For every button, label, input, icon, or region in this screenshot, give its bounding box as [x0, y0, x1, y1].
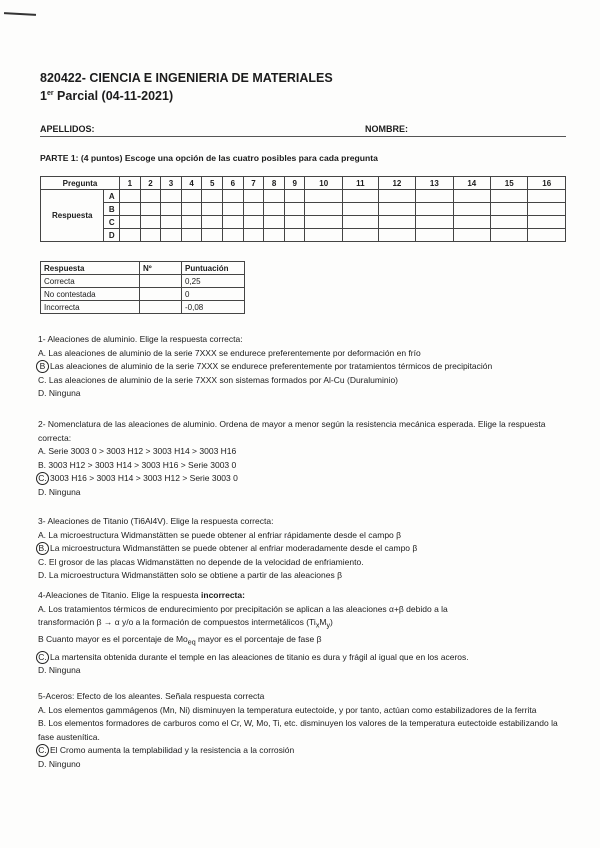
option-d: D. Ninguna — [38, 486, 81, 497]
scoring-row — [41, 288, 245, 301]
answer-cell[interactable] — [528, 229, 566, 242]
answer-cell[interactable] — [243, 203, 264, 216]
answer-cell[interactable] — [491, 216, 528, 229]
answer-cell[interactable] — [453, 203, 490, 216]
answer-cell[interactable] — [140, 203, 161, 216]
question-number-cell: 10 — [305, 177, 342, 190]
answer-cell[interactable] — [202, 216, 223, 229]
answer-grid-row-a — [41, 190, 566, 203]
answer-cell[interactable] — [305, 203, 342, 216]
option-a-continued: transformación β → α y/o a la formación de compuestos intermetálicos $(Ti_xM_y)$ — [38, 617, 333, 630]
scoring-respuesta: Incorrecta — [41, 301, 140, 314]
option-d: D. Ninguna — [38, 388, 81, 399]
option-b: B. Los elementos formadores de carburos como el Cr, W, Mo, Ti, etc. disminuyen los valores de la temperatura eutectoide estabilizando la fase austenítica. — [38, 718, 558, 742]
answer-cell[interactable] — [491, 203, 528, 216]
option-b: B. 3003 H12 > 3003 H14 > 3003 H16 > Serie 3003 0 — [38, 459, 237, 470]
question-number-cell: 4 — [181, 177, 202, 190]
answer-cell[interactable] — [378, 203, 415, 216]
option-b-selected: B. La microestructura Widmanstätten se puede obtener al enfriar moderadamente desde el campo β — [38, 542, 568, 556]
option-c-selected: C. La martensita obtenida durante el temple en las aleaciones de titanio es dura y frágil al igual que en los aceros. — [38, 651, 568, 665]
answer-cell[interactable] — [305, 216, 342, 229]
answer-cell[interactable] — [140, 229, 161, 242]
scoring-points: 0,25 — [182, 275, 245, 288]
option-a: A. Serie 3003 0 > 3003 H12 > 3003 H14 > 3003 H16 — [38, 446, 237, 457]
answer-cell[interactable] — [378, 216, 415, 229]
answer-cell[interactable] — [416, 203, 453, 216]
option-d: D. Ninguna — [38, 665, 81, 676]
question-number-cell: 15 — [491, 177, 528, 190]
question-number-cell: 14 — [453, 177, 490, 190]
option-c-selected: C. 3003 H16 > 3003 H14 > 3003 H12 > Serie 3003 0 — [38, 472, 568, 486]
answer-cell[interactable] — [528, 190, 566, 203]
option-c-selected: C. El Cromo aumenta la templabilidad y la resistencia a la corrosión — [38, 744, 568, 758]
option-d: D. Ninguno — [38, 758, 81, 769]
scoring-points: -0,08 — [182, 301, 245, 314]
answer-cell[interactable] — [223, 229, 244, 242]
answer-cell[interactable] — [378, 229, 415, 242]
answer-grid-header-row — [41, 177, 566, 190]
answer-cell[interactable] — [202, 229, 223, 242]
answer-cell[interactable] — [161, 229, 182, 242]
answer-cell[interactable] — [223, 203, 244, 216]
scoring-header-puntuacion: Puntuación — [182, 262, 245, 275]
apellidos-label: APELLIDOS: — [40, 124, 95, 134]
answer-cell[interactable] — [120, 203, 141, 216]
question-number-cell: 6 — [223, 177, 244, 190]
answer-cell[interactable] — [416, 190, 453, 203]
scoring-table — [40, 261, 245, 314]
question-number-cell: 7 — [243, 177, 264, 190]
question-number-cell: 8 — [264, 177, 285, 190]
exam-title: 820422- CIENCIA E INGENIERIA DE MATERIALES — [40, 71, 333, 85]
option-label-b: B — [104, 203, 120, 216]
answer-cell[interactable] — [491, 229, 528, 242]
selected-answer-circle: C. — [36, 651, 49, 664]
answer-cell[interactable] — [528, 203, 566, 216]
answer-cell[interactable] — [264, 203, 285, 216]
selected-answer-circle: C. — [36, 472, 49, 485]
option-label-d: D — [104, 229, 120, 242]
answer-cell[interactable] — [140, 216, 161, 229]
answer-cell[interactable] — [264, 216, 285, 229]
answer-grid-row-c — [41, 216, 566, 229]
answer-cell[interactable] — [528, 216, 566, 229]
answer-cell[interactable] — [223, 190, 244, 203]
option-a: A. Las aleaciones de aluminio de la serie 7XXX se endurece preferentemente por deformación en frío — [38, 347, 421, 358]
option-c: C. Las aleaciones de aluminio de la serie 7XXX son sistemas formados por Al-Cu (Duraluminio) — [38, 374, 399, 385]
scoring-points: 0 — [182, 288, 245, 301]
selected-answer-circle: B — [36, 360, 49, 373]
answer-cell[interactable] — [378, 190, 415, 203]
answer-cell[interactable] — [453, 229, 490, 242]
question-stem: 5-Aceros: Efecto de los aleantes. Señala respuesta correcta — [38, 691, 265, 701]
answer-cell[interactable] — [120, 190, 141, 203]
selected-answer-circle: B. — [36, 542, 49, 555]
question-number-cell: 11 — [342, 177, 378, 190]
answer-cell[interactable] — [181, 190, 202, 203]
answer-cell[interactable] — [305, 190, 342, 203]
part1-heading: PARTE 1: (4 puntos) Escoge una opción de las cuatro posibles para cada pregunta — [40, 153, 378, 163]
scoring-header-n: Nº — [140, 262, 182, 275]
question-4 — [38, 589, 568, 678]
answer-cell[interactable] — [305, 229, 342, 242]
answer-cell[interactable] — [416, 229, 453, 242]
question-stem: 3- Aleaciones de Titanio (Ti6Al4V). Elige la respuesta correcta: — [38, 516, 274, 526]
question-number-cell: 9 — [284, 177, 305, 190]
option-a: A. La microestructura Widmanstätten se puede obtener al enfriar rápidamente desde el campo β — [38, 529, 402, 540]
question-number-cell: 13 — [416, 177, 453, 190]
scoring-row — [41, 301, 245, 314]
question-stem: 1- Aleaciones de aluminio. Elige la respuesta correcta: — [38, 334, 243, 344]
answer-cell[interactable] — [342, 216, 378, 229]
answer-cell[interactable] — [161, 216, 182, 229]
respuesta-label: Respuesta — [41, 190, 104, 242]
answer-cell[interactable] — [284, 203, 305, 216]
scoring-respuesta: No contestada — [41, 288, 140, 301]
selected-answer-circle: C. — [36, 744, 49, 757]
question-3 — [38, 515, 568, 583]
nombre-label: NOMBRE: — [365, 124, 408, 134]
answer-cell[interactable] — [202, 190, 223, 203]
answer-cell[interactable] — [202, 203, 223, 216]
answer-cell[interactable] — [120, 229, 141, 242]
answer-cell[interactable] — [284, 190, 305, 203]
option-a: A. Los tratamientos térmicos de endurecimiento por precipitación se aplican a las aleaciones α+β debido a la — [38, 603, 448, 614]
answer-grid-row-d — [41, 229, 566, 242]
answer-cell[interactable] — [264, 229, 285, 242]
scoring-row — [41, 275, 245, 288]
option-d: D. La microestructura Widmanstätten solo se obtiene a partir de las aleaciones β — [38, 570, 342, 581]
answer-cell[interactable] — [342, 229, 378, 242]
answer-cell[interactable] — [243, 229, 264, 242]
answer-cell[interactable] — [223, 216, 244, 229]
question-number-cell: 5 — [202, 177, 223, 190]
answer-cell[interactable] — [181, 229, 202, 242]
answer-cell[interactable] — [181, 216, 202, 229]
answer-cell[interactable] — [491, 190, 528, 203]
question-number-cell: 1 — [120, 177, 141, 190]
question-2 — [38, 418, 568, 500]
option-label-a: A — [104, 190, 120, 203]
answer-cell[interactable] — [243, 216, 264, 229]
answer-cell[interactable] — [264, 190, 285, 203]
answer-cell[interactable] — [342, 203, 378, 216]
answer-cell[interactable] — [243, 190, 264, 203]
scoring-header-respuesta: Respuesta — [41, 262, 140, 275]
option-label-c: C — [104, 216, 120, 229]
option-b: B Cuanto mayor es el porcentaje de $Mo_{eq}$ mayor es el porcentaje de fase β — [38, 634, 322, 648]
answer-cell[interactable] — [284, 229, 305, 242]
answer-grid — [40, 176, 566, 242]
answer-cell[interactable] — [120, 216, 141, 229]
option-b-selected: B Las aleaciones de aluminio de la serie 7XXX se endurece preferentemente por tratamientos térmicos de precipitación — [38, 360, 568, 374]
scoring-respuesta: Correcta — [41, 275, 140, 288]
question-number-cell: 16 — [528, 177, 566, 190]
option-c: C. El grosor de las placas Widmanstätten no depende de la velocidad de enfriamiento. — [38, 556, 364, 567]
answer-cell[interactable] — [453, 190, 490, 203]
question-number-cell: 2 — [140, 177, 161, 190]
answer-cell[interactable] — [181, 203, 202, 216]
pen-mark — [4, 12, 36, 16]
pregunta-label: Pregunta — [41, 177, 120, 190]
answer-cell[interactable] — [342, 190, 378, 203]
answer-cell[interactable] — [140, 190, 161, 203]
question-number-cell: 12 — [378, 177, 415, 190]
option-a: A. Los elementos gammágenos (Mn, Ni) disminuyen la temperatura eutectoide, y por tanto, actúan como estabilizadores de la ferrita — [38, 704, 537, 715]
scoring-count[interactable] — [140, 275, 182, 288]
answer-grid-row-b — [41, 203, 566, 216]
scoring-count[interactable] — [140, 288, 182, 301]
answer-cell[interactable] — [453, 216, 490, 229]
question-number-cell: 3 — [161, 177, 182, 190]
scoring-count[interactable] — [140, 301, 182, 314]
question-stem: 4-Aleaciones de Titanio. Elige la respuesta incorrecta: — [38, 590, 245, 600]
question-5 — [38, 690, 568, 772]
answer-cell[interactable] — [161, 190, 182, 203]
name-line — [40, 136, 566, 137]
answer-cell[interactable] — [161, 203, 182, 216]
question-1 — [38, 333, 568, 401]
scoring-header-row — [41, 262, 245, 275]
question-stem: 2- Nomenclatura de las aleaciones de aluminio. Ordena de mayor a menor según la resistencia mecánica esperada. Elige la respuesta correcta: — [38, 419, 546, 443]
answer-cell[interactable] — [284, 216, 305, 229]
exam-subtitle: 1er Parcial (04-11-2021) — [40, 89, 174, 103]
answer-cell[interactable] — [416, 216, 453, 229]
